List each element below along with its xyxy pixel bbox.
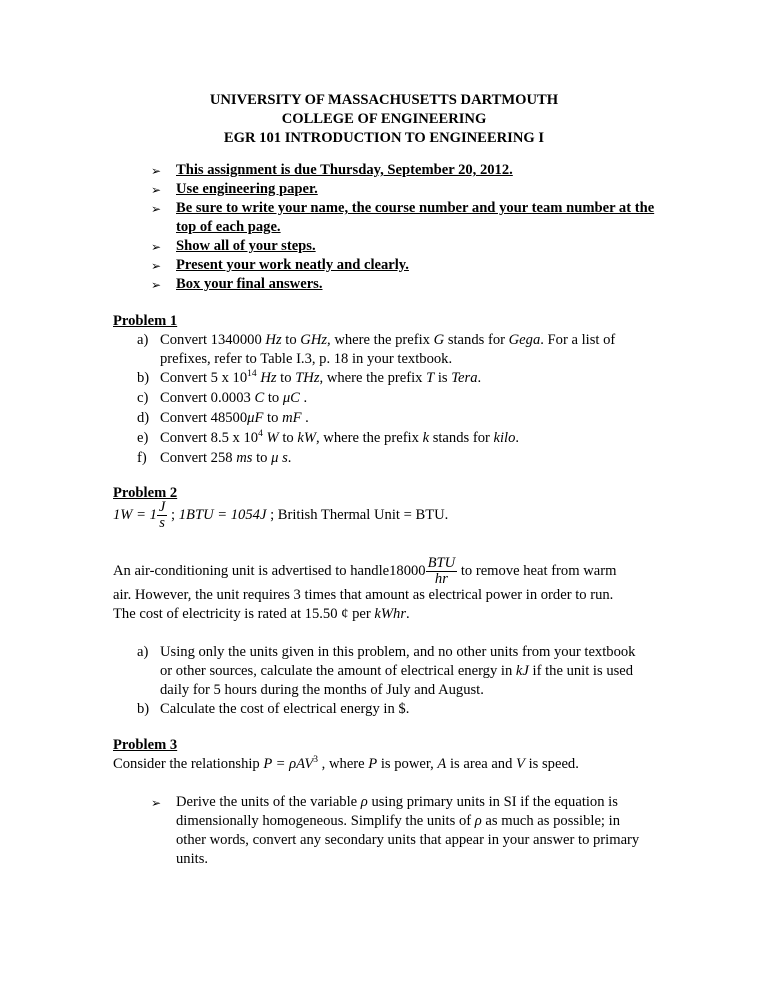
instruction-name-line2: top of each page. — [176, 219, 281, 235]
problem1-c-text: Convert 0.0003 C to μC . — [160, 390, 308, 406]
instruction-name-line1: Be sure to write your name, the course number and your team number at the — [176, 200, 655, 216]
problem2-a-label: a) — [137, 644, 149, 660]
header-course: EGR 101 INTRODUCTION TO ENGINEERING I — [223, 130, 545, 146]
problem3-line4: units. — [176, 851, 209, 867]
problem2-line2: air. However, the unit requires 3 times that amount as electrical power in order to run. — [113, 587, 614, 603]
problem3-line1: Derive the units of the variable ρ using primary units in SI if the equation is — [176, 794, 618, 810]
problem2-line3: The cost of electricity is rated at 15.50 ¢ per kWhr. — [113, 606, 410, 622]
arrow-bullet-icon: ➢ — [151, 259, 162, 273]
instruction-box: Box your final answers. — [176, 276, 323, 292]
problem1-title: Problem 1 — [113, 313, 178, 329]
arrow-bullet-icon: ➢ — [151, 164, 162, 178]
arrow-bullet-icon: ➢ — [151, 183, 162, 197]
arrow-bullet-icon: ➢ — [151, 796, 162, 810]
problem1-a-label: a) — [137, 332, 149, 348]
problem1-d-label: d) — [137, 410, 150, 426]
problem3-line3: other words, convert any secondary units that appear in your answer to primary — [176, 832, 640, 848]
header-university: UNIVERSITY OF MASSACHUSETTS DARTMOUTH — [209, 92, 559, 108]
problem1-e-label: e) — [137, 430, 149, 446]
instruction-paper: Use engineering paper. — [176, 181, 318, 197]
arrow-bullet-icon: ➢ — [151, 240, 162, 254]
problem1-f-label: f) — [137, 450, 147, 466]
problem3-intro: Consider the relationship P = ρAV$^3$ , where P is power, A is area and V is speed. — [113, 755, 579, 772]
problem3-line2: dimensionally homogeneous. Simplify the units of ρ as much as possible; in — [176, 813, 620, 829]
problem2-a-line2: or other sources, calculate the amount of electrical energy in kJ if the unit is used — [160, 663, 634, 679]
problem2-a-line3: daily for 5 hours during the months of July and August. — [160, 682, 484, 698]
problem1-d-text: Convert 48500μF to mF . — [160, 410, 309, 426]
problem1-b-text: Convert 5 x $10^{14}$ Hz to THz, where the prefix T is Tera. — [160, 369, 482, 386]
problem3-title: Problem 3 — [113, 737, 178, 753]
problem2-b-label: b) — [137, 701, 150, 717]
problem1-b-label: b) — [137, 370, 150, 386]
header-college: COLLEGE OF ENGINEERING — [281, 111, 487, 127]
problem2-ac-line: An air-conditioning unit is advertised to handle18000 $\frac{\text{BTU}}{hr}$ to remove heat from warm — [113, 555, 617, 587]
problem2-title: Problem 2 — [113, 485, 178, 501]
problem1-c-label: c) — [137, 390, 149, 406]
problem2-equation: 1W = 1 $\frac{J}{s}$ ; 1BTU = 1054J ; British Thermal Unit = BTU. — [113, 499, 449, 531]
problem1-e-text: Convert 8.5 x $10^4$ W to kW, where the prefix k stands for kilo. — [160, 429, 520, 446]
instruction-neat: Present your work neatly and clearly. — [176, 257, 409, 273]
problem2-b-text: Calculate the cost of electrical energy in $. — [160, 701, 410, 717]
instruction-due: This assignment is due Thursday, September 20, 2012. — [176, 162, 513, 178]
problem1-f-text: Convert 258 ms to μ s. — [160, 450, 292, 466]
arrow-bullet-icon: ➢ — [151, 202, 162, 216]
problem2-a-line1: Using only the units given in this problem, and no other units from your textbook — [160, 644, 636, 660]
instruction-steps: Show all of your steps. — [176, 238, 316, 254]
problem1-a-line2: prefixes, refer to Table I.3, p. 18 in your textbook. — [160, 351, 453, 367]
problem1-a-text: Convert 1340000 Hz to GHz, where the prefix G stands for Gega. For a list of — [160, 332, 616, 348]
arrow-bullet-icon: ➢ — [151, 278, 162, 292]
